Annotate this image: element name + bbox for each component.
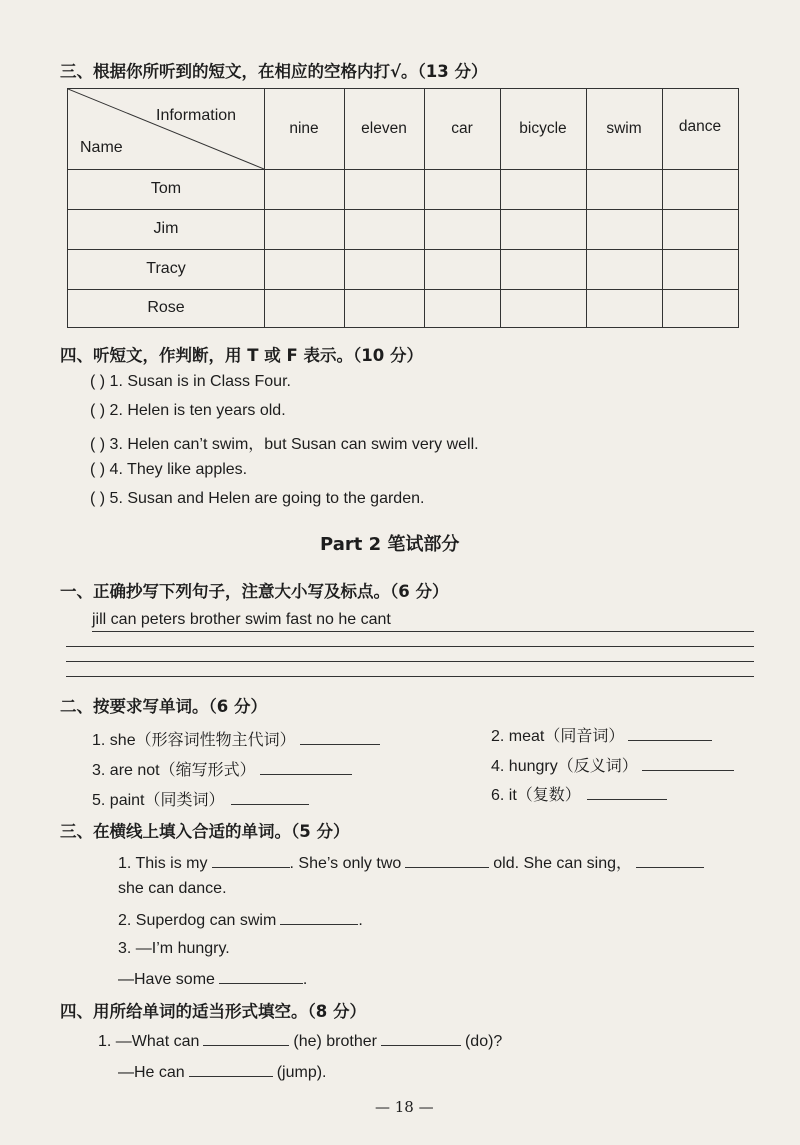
blank-fill-3[interactable]	[636, 853, 704, 868]
writing-line-1[interactable]	[92, 631, 754, 632]
corner-diagonal	[68, 89, 264, 169]
judgement-item-5: ( ) 5. Susan and Helen are going to the garden.	[90, 490, 425, 507]
blank-form-2[interactable]	[381, 1031, 461, 1046]
info-table	[67, 88, 739, 328]
section-title-listening-3: 三、根据你所听到的短文，在相应的空格内打√。（13 分）	[60, 62, 488, 81]
col-header-nine: nine	[289, 120, 319, 137]
blank-form-1[interactable]	[203, 1031, 289, 1046]
blank-fill-2[interactable]	[405, 853, 489, 868]
blank-6[interactable]	[587, 785, 667, 800]
col-header-swim: swim	[606, 120, 642, 137]
fill-item-1: 1. This is my . She’s only two old. She can sing，	[118, 850, 704, 873]
part2-title: Part 2 笔试部分	[320, 534, 460, 555]
col-header-dance: dance	[678, 118, 722, 135]
section-title-listening-4: 四、听短文，作判断，用 T 或 F 表示。（10 分）	[60, 346, 423, 365]
blank-5[interactable]	[231, 790, 309, 805]
word-form-item-6: 6. it（复数）	[491, 782, 667, 805]
fill-item-3-answer: —Have some .	[118, 971, 308, 988]
fill-item-3-question: 3. —I’m hungry.	[118, 940, 230, 957]
blank-fill-4[interactable]	[280, 910, 358, 925]
blank-3[interactable]	[260, 760, 352, 775]
writing-line-4[interactable]	[66, 676, 754, 677]
section-title-fill-words: 三、在横线上填入合适的单词。（5 分）	[60, 822, 350, 841]
word-form-item-2: 2. meat（同音词）	[491, 723, 712, 746]
copy-sentence-text: jill can peters brother swim fast no he cant	[92, 611, 391, 628]
col-header-eleven: eleven	[361, 120, 407, 137]
section-title-word-forms: 二、按要求写单词。（6 分）	[60, 697, 267, 716]
fill-item-2: 2. Superdog can swim .	[118, 912, 363, 929]
row-label-rose: Rose	[147, 299, 185, 316]
form-fill-item-1: 1. —What can (he) brother (do)?	[98, 1033, 503, 1050]
judgement-item-1: ( ) 1. Susan is in Class Four.	[90, 373, 291, 390]
col-header-car: car	[451, 120, 473, 137]
fill-item-1-cont: she can dance.	[118, 880, 227, 897]
judgement-item-4: ( ) 4. They like apples.	[90, 461, 248, 478]
section-title-copy-sentence: 一、正确抄写下列句子，注意大小写及标点。（6 分）	[60, 582, 449, 601]
word-form-item-1: 1. she（形容词性物主代词）	[92, 727, 380, 750]
blank-4[interactable]	[642, 756, 734, 771]
row-label-tracy: Tracy	[146, 260, 186, 277]
judgement-item-2: ( ) 2. Helen is ten years old.	[90, 402, 286, 419]
form-fill-item-1-answer: —He can (jump).	[118, 1064, 327, 1081]
word-form-item-3: 3. are not（缩写形式）	[92, 757, 352, 780]
section-title-word-form-fill: 四、用所给单词的适当形式填空。（8 分）	[60, 1002, 366, 1021]
word-form-item-4: 4. hungry（反义词）	[491, 753, 734, 776]
blank-1[interactable]	[300, 730, 380, 745]
blank-form-3[interactable]	[189, 1062, 273, 1077]
writing-line-3[interactable]	[66, 661, 754, 662]
blank-fill-1[interactable]	[212, 853, 290, 868]
word-form-item-5: 5. paint（同类词）	[92, 787, 309, 810]
row-label-tom: Tom	[150, 180, 182, 197]
blank-fill-5[interactable]	[219, 969, 303, 984]
page-number: — 18 —	[375, 1098, 434, 1116]
row-label-jim: Jim	[153, 220, 179, 237]
writing-line-2[interactable]	[66, 646, 754, 647]
corner-label-information: Information	[156, 107, 237, 124]
col-header-bicycle: bicycle	[519, 120, 567, 137]
corner-label-name: Name	[80, 139, 123, 156]
blank-2[interactable]	[628, 726, 712, 741]
judgement-item-3: ( ) 3. Helen can’t swim，but Susan can swim very well.	[90, 436, 479, 453]
